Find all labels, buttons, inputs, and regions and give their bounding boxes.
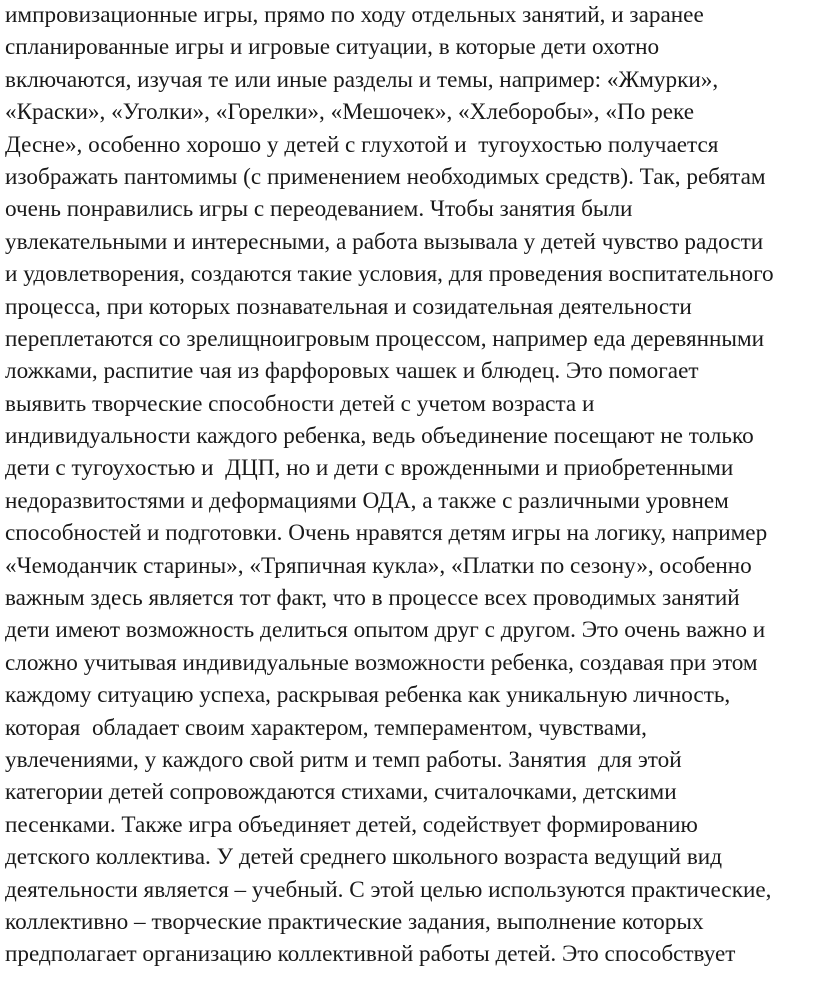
text-line: выявить творческие способности детей с учетом возраста и	[5, 390, 595, 417]
text-line: процесса, при которых познавательная и созидательная деятельности	[5, 293, 692, 320]
text-line: дети с тугоухостью и ДЦП, но и дети с врожденными и приобретенными	[5, 455, 734, 482]
text-line: категории детей сопровождаются стихами, считалочками, детскими	[5, 779, 677, 806]
text-line: ложками, распитие чая из фарфоровых чашек и блюдец. Это помогает	[5, 358, 699, 385]
text-line: включаются, изучая те или иные разделы и темы, например: «Жмурки»,	[5, 66, 719, 93]
body-paragraph	[5, 0, 774, 971]
text-line: детского коллектива. У детей среднего школьного возраста ведущий вид	[5, 844, 723, 871]
text-line: сложно учитывая индивидуальные возможности ребенка, создавая при этом	[5, 649, 758, 676]
text-line: дети имеют возможность делиться опытом друг с другом. Это очень важно и	[5, 617, 766, 644]
text-line: «Краски», «Уголки», «Горелки», «Мешочек», «Хлеборобы», «По реке	[5, 99, 694, 126]
text-line: предполагает организацию коллективной работы детей. Это способствует	[5, 941, 736, 968]
text-line: увлечениями, у каждого свой ритм и темп работы. Занятия для этой	[5, 746, 682, 773]
text-line: песенками. Также игра объединяет детей, содействует формированию	[5, 811, 698, 838]
text-line: недоразвитостями и деформациями ОДА, а также с различными уровнем	[5, 487, 729, 514]
text-line: импровизационные игры, прямо по ходу отдельных занятий, и заранее	[5, 2, 704, 28]
text-line: «Чемоданчик старины», «Тряпичная кукла», «Платки по сезону», особенно	[5, 552, 752, 579]
text-line: индивидуальности каждого ребенка, ведь объединение посещают не только	[5, 423, 754, 450]
text-line: деятельности является – учебный. С этой целью используются практические,	[5, 876, 772, 903]
text-line: и удовлетворения, создаются такие условия, для проведения воспитательного	[5, 261, 774, 288]
text-line: способностей и подготовки. Очень нравятся детям игры на логику, например	[5, 520, 768, 547]
text-line: очень понравились игры с переодеванием. Чтобы занятия были	[5, 196, 633, 223]
text-line: важным здесь является тот факт, что в процессе всех проводимых занятий	[5, 585, 740, 612]
document-page	[5, 0, 816, 988]
text-line: изображать пантомимы (с применением необходимых средств). Так, ребятам	[5, 163, 766, 190]
text-line: которая обладает своим характером, темпераментом, чувствами,	[5, 714, 647, 741]
text-line: коллективно – творческие практические задания, выполнение которых	[5, 908, 704, 935]
text-line: каждому ситуацию успеха, раскрывая ребенка как уникальную личность,	[5, 682, 731, 709]
text-line: увлекательными и интересными, а работа вызывала у детей чувство радости	[5, 228, 764, 255]
text-line: Десне», особенно хорошо у детей с глухотой и тугоухостью получается	[5, 131, 719, 158]
text-line: спланированные игры и игровые ситуации, в которые дети охотно	[5, 34, 660, 61]
text-line: переплетаются со зрелищноигровым процессом, например еда деревянными	[5, 325, 765, 352]
